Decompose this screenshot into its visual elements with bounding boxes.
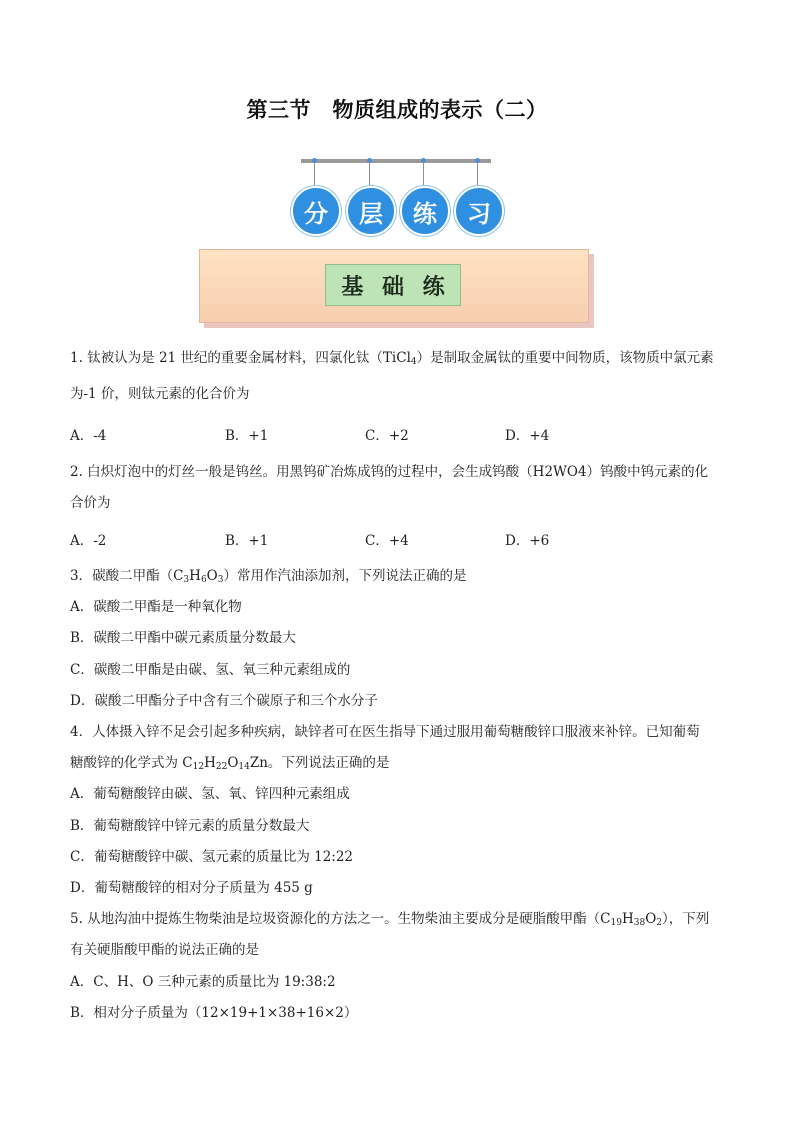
q2-option-b[interactable]: B．+1 — [225, 533, 269, 549]
q1-option-c[interactable]: C．+2 — [365, 428, 409, 444]
badge-xi: 习 — [454, 186, 504, 236]
q2-line1: 2. 白炽灯泡中的灯丝一般是钨丝。用黑钨矿冶炼成钨的过程中，会生成钨酸（H2WO4）钨酸中钨元素的化 — [70, 464, 709, 480]
page-title: 第三节 物质组成的表示（二） — [246, 98, 548, 122]
badge-lian: 练 — [400, 186, 450, 236]
q4-option-c[interactable]: C．葡萄糖酸锌中碳、氢元素的质量比为 12:22 — [70, 849, 354, 865]
badge-ceng: 层 — [346, 186, 396, 236]
q1-line2: 为-1 价，则钛元素的化合价为 — [70, 386, 250, 402]
q5-option-a[interactable]: A．C、H、O 三种元素的质量比为 19:38:2 — [70, 974, 336, 990]
section-char: 练 — [422, 274, 445, 300]
badge-string — [477, 162, 478, 185]
badge-string — [369, 162, 370, 185]
q5-line2: 有关硬脂酸甲酯的说法正确的是 — [70, 942, 259, 958]
q5-line1: 5. 从地沟油中提炼生物柴油是垃圾资源化的方法之一。生物柴油主要成分是硬脂酸甲酯$(C_{19}H_{38}O_2)$，下列 — [70, 911, 710, 928]
q4-option-d[interactable]: D．葡萄糖酸锌的相对分子质量为 455 g — [70, 880, 313, 896]
q2-line2: 合价为 — [70, 495, 111, 511]
q3-option-a[interactable]: A．碳酸二甲酯是一种氧化物 — [70, 599, 242, 615]
q4-line1: 4．人体摄入锌不足会引起多种疾病，缺锌者可在医生指导下通过服用葡萄糖酸锌口服液来补锌。已知葡萄 — [70, 724, 700, 740]
section-char: 础 — [381, 274, 404, 300]
q1-option-a[interactable]: A．-4 — [70, 428, 107, 444]
q5-option-b[interactable]: B．相对分子质量为（12×19+1×38+16×2） — [70, 1005, 358, 1021]
section-label — [325, 264, 461, 306]
q3-option-d[interactable]: D．碳酸二甲酯分子中含有三个碳原子和三个水分子 — [70, 693, 378, 709]
q3-option-b[interactable]: B．碳酸二甲酯中碳元素质量分数最大 — [70, 630, 296, 646]
q2-option-a[interactable]: A．-2 — [70, 533, 107, 549]
q2-option-d[interactable]: D．+6 — [505, 533, 550, 549]
q4-option-b[interactable]: B．葡萄糖酸锌中锌元素的质量分数最大 — [70, 818, 310, 834]
q3-stem: 3．碳酸二甲酯$(C_3H_6O_3)$常用作汽油添加剂，下列说法正确的是 — [70, 568, 467, 585]
q1-option-b[interactable]: B．+1 — [225, 428, 269, 444]
q3-option-c[interactable]: C．碳酸二甲酯是由碳、氢、氧三种元素组成的 — [70, 662, 351, 678]
badge-string — [423, 162, 424, 185]
q4-line2: 糖酸锌的化学式为 $C_{12}H_{22}O_{14}Zn$。下列说法正确的是 — [70, 755, 390, 772]
q1-option-d[interactable]: D．+4 — [505, 428, 550, 444]
q4-option-a[interactable]: A．葡萄糖酸锌由碳、氢、氧、锌四种元素组成 — [70, 786, 350, 802]
badge-rail — [301, 159, 491, 163]
badge-fen: 分 — [291, 186, 341, 236]
section-char: 基 — [341, 274, 364, 300]
badge-string — [314, 162, 315, 185]
q1-line1: 1. 钛被认为是 21 世纪的重要金属材料，四氯化钛（TiCl$_4$）是制取金属钛的重要中间物质，该物质中氯元素 — [70, 350, 714, 367]
q2-option-c[interactable]: C．+4 — [365, 533, 409, 549]
